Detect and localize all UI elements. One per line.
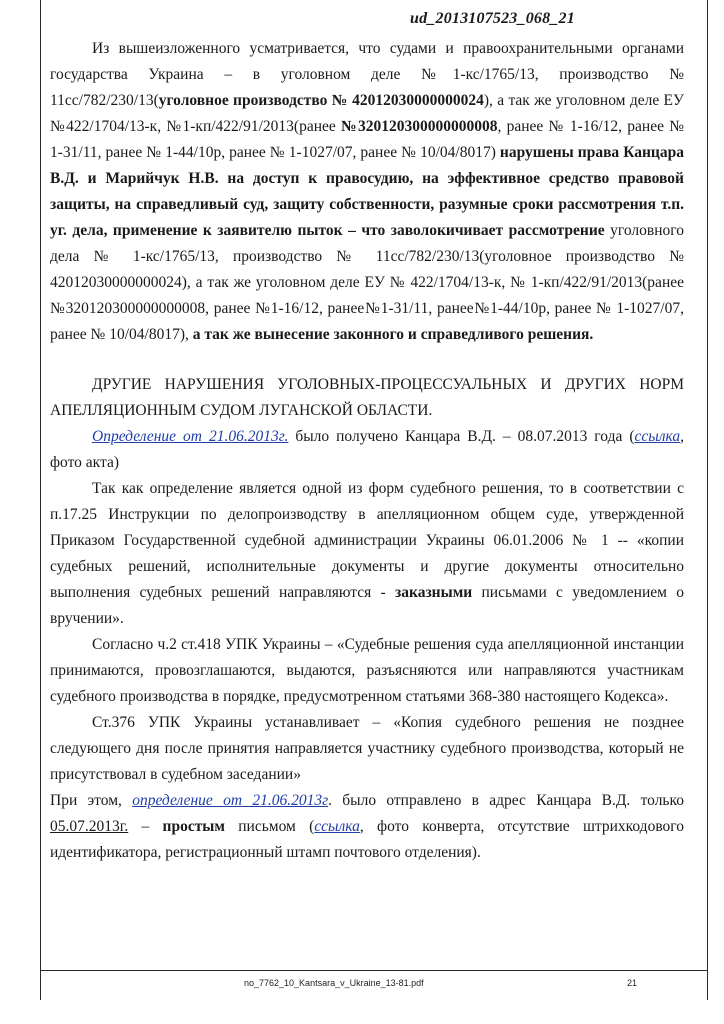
bold-span: нарушены права Канцара В.Д. и Марийчук Н.В. на доступ к правосудию, на эффективное средство правовой защиты, на справедливый суд, защиту собственности, разумные сроки рассмотрения т.п. уг. дела, применение к заявителю пыток – что заволокичивает рассмотрение (50, 144, 684, 239)
text-span: уголовного дела № 1-кс/1765/13, производство № 11сс/782/230/13(уголовное производство № 42012030000000024), а так же уголовном деле ЕУ № 422/1704/13-к, № 1-кп/422/91/2013(ранее №320120300000000008, ранее №1-16/12, ранее№1-31/11, ранее№1-44/10р, ранее № 1-1027/07, ранее № 10/04/8017), (50, 222, 684, 343)
text-span: . было отправлено в адрес Канцара В.Д. только (328, 792, 684, 809)
bold-span: уголовное производство № 42012030000000024 (158, 92, 484, 109)
section-heading: ДРУГИЕ НАРУШЕНИЯ УГОЛОВНЫХ-ПРОЦЕССУАЛЬНЫХ И ДРУГИХ НОРМ АПЕЛЛЯЦИОННЫМ СУДОМ ЛУГАНСКОЙ ОБЛАСТИ. (50, 376, 684, 419)
text-span: письмом ( (224, 818, 315, 835)
right-border-line (707, 0, 708, 1000)
text-span: – (128, 818, 163, 835)
document-body (50, 36, 684, 866)
date-underlined: 05.07.2013г. (50, 818, 129, 835)
bold-span: а так же вынесение законного и справедливого решения. (192, 326, 594, 343)
text-span: При этом, (50, 792, 133, 809)
text-span: письмами с уведомлением о вручении». (50, 584, 684, 627)
reference-link[interactable]: ссылка (314, 818, 360, 835)
paragraph-ruling-received (50, 424, 684, 476)
text-span: Из вышеизложенного усматривается, что судами и правоохранительными органами государства Украина – в уголовном деле №1-кс/1765/13, производство № 11сс/782/230/13( (50, 40, 684, 109)
text-span: , фото акта) (50, 428, 684, 471)
paragraph-instruction (50, 476, 684, 632)
ruling-link[interactable]: определение от 21.06.2013г (132, 792, 329, 809)
text-span: было получено Канцара В.Д. – 08.07.2013 года ( (288, 428, 635, 445)
ruling-link[interactable]: Определение от 21.06.2013г. (92, 428, 289, 445)
spacer (50, 348, 684, 372)
paragraph-mailing (50, 788, 684, 866)
text-span: , фото конверта, отсутствие штрихкодового идентификатора, регистрационный штамп почтового отделения). (50, 818, 685, 861)
page-number: 21 (627, 978, 638, 988)
text-span: , ранее № 1-16/12, ранее № 1-31/11, ранее № 1-44/10р, ранее № 1-1027/07, ранее № 10/04/8017) (50, 118, 684, 161)
document-reference: ud_2013107523_068_21 (410, 10, 575, 27)
paragraph-article-418: Согласно ч.2 ст.418 УПК Украины – «Судебные решения суда апелляционной инстанции принимаются, провозглашаются, выдаются, разъясняются или направляются участникам судебного производства в порядке, предусмотренном статьями 368-380 настоящего Кодекса». (50, 636, 684, 705)
footer-filename: no_7762_10_Kantsara_v_Ukraine_13-81.pdf (244, 978, 424, 988)
bottom-border-line (40, 970, 708, 971)
left-border-line (40, 0, 41, 1000)
reference-link[interactable]: ссылка (634, 428, 681, 445)
paragraph-article-376: Ст.376 УПК Украины устанавливает – «Копия судебного решения не позднее следующего дня после принятия направляется участнику судебного производства, который не присутствовал в судебном заседании» (50, 714, 684, 783)
text-span: ), а так же уголовном деле ЕУ №422/1704/13-к, №1-кп/422/91/2013(ранее (50, 92, 684, 135)
paragraph-summary (50, 36, 684, 348)
bold-span: заказными (395, 584, 473, 601)
bold-span: №320120300000000008 (341, 118, 498, 135)
bold-span: простым (162, 818, 225, 835)
text-span: Так как определение является одной из форм судебного решения, то в соответствии с п.17.25 Инструкции по делопроизводству в апелляционном общем суде, утвержденной Приказом Государственной судебной администрации Украины 06.01.2006 № 1 -- «копии судебных решений, исполнительные документы и другие документы относительно выполнения судебных решений направляются - (50, 480, 684, 601)
